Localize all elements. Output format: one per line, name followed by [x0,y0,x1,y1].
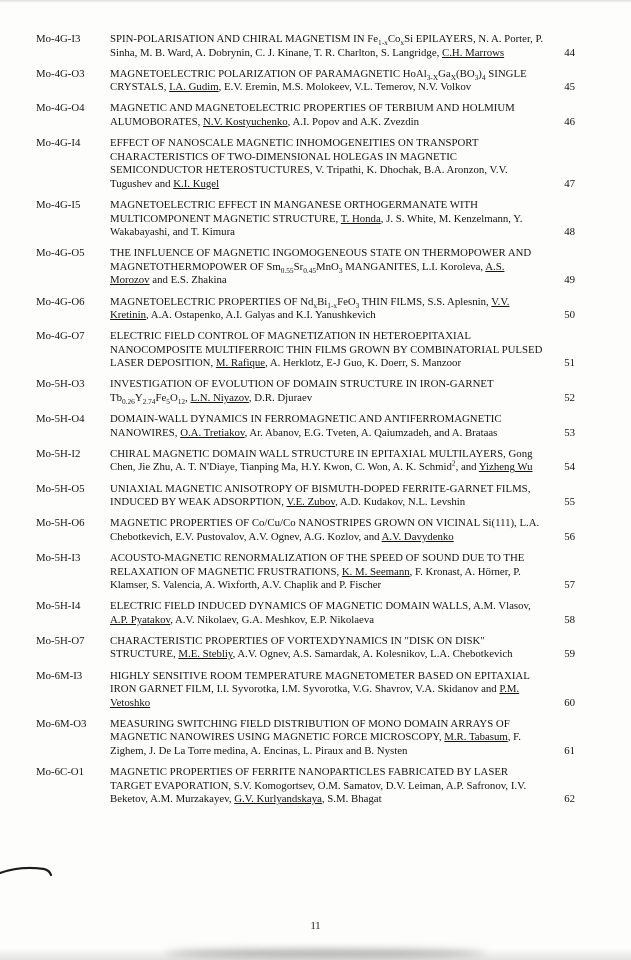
entry-code: Mo-6M-O3 [36,717,87,730]
entry-page-number: 62 [564,793,575,806]
entry-code: Mo-4G-I3 [36,33,81,45]
toc-entry [36,448,575,475]
entry-title: EFFECT OF NANOSCALE MAGNETIC INHOMOGENEITIES ON TRANSPORT CHARACTERISTICS OF TWO-DIMENSIONAL HOLEGAS IN MAGNETIC SEMICONDUCTOR HETEROSTUCTURES, V. Tripathi, K. Dhochak, B.A. Aronzon, V.V. Tugushev and K.I. Kugel [110,137,508,190]
entry-page-number: 60 [564,696,575,709]
entry-title: UNIAXIAL MAGNETIC ANISOTROPY OF BISMUTH-DOPED FERRITE-GARNET FILMS, INDUCED BY WEAK ADSORPTION, V.E. Zubov, A.D. Kudakov, N.L. Levshin [110,482,531,509]
toc-entry [36,413,575,440]
entry-code: Mo-5H-I3 [36,551,81,564]
entry-code: Mo-5H-I2 [36,447,81,460]
entry-code: Mo-4G-O7 [36,330,85,343]
entry-code: Mo-4G-I5 [36,198,81,211]
entry-code: Mo-5H-O5 [36,482,85,495]
toc-entry [36,483,575,510]
entry-code: Mo-4G-O3 [36,67,85,80]
toc-entry [36,137,575,191]
toc-entry [36,247,575,288]
entry-page-number: 51 [564,357,575,370]
entry-page-number: 45 [564,81,575,94]
entry-title: MAGNETIC AND MAGNETOELECTRIC PROPERTIES OF TERBIUM AND HOLMIUM ALUMOBORATES, N.V. Kostyuchenko, A.I. Popov and A.K. Zvezdin [110,102,515,128]
toc-entry [36,600,575,627]
entry-title: INVESTIGATION OF EVOLUTION OF DOMAIN STRUCTURE IN IRON-GARNET $Tb_{0.26}Y_{2.74}Fe_5O_{12}$, L.N. Niyazov, D.R. Djuraev [110,378,494,407]
entry-code: Mo-6C-O1 [36,766,84,779]
entry-title: SPIN-POLARISATION AND CHIRAL MAGNETISM IN $Fe_{1-x}Co_xSi$ EPILAYERS, N. A. Porter, P. Sinha, M. B. Ward, A. Dobrynin, C. J. Kinane, T. R. Charlton, S. Langridge, C.H. Marrows [110,33,544,59]
entry-title: MAGNETOELECTRIC POLARIZATION OF PARAMAGNETIC $HoAl_{3-X}Ga_X(BO_3)_4$ SINGLE CRYSTALS, I.A. Gudim, E.V. Eremin, M.S. Molokeev, V.L. Temerov, N.V. Volkov [110,67,527,94]
entry-code: Mo-5H-O4 [36,413,85,426]
entry-code: Mo-4G-O4 [36,102,85,115]
toc-entry [36,718,575,759]
entry-page-number: 54 [564,461,575,474]
toc-entry [36,670,575,711]
page-number: 11 [310,921,321,932]
entry-code: Mo-5H-O6 [36,517,85,530]
entry-page-number: 50 [564,309,575,322]
toc-entry [36,296,575,323]
entry-title: ELECTRIC FIELD CONTROL OF MAGNETIZATION IN HETEROEPITAXIAL NANOCOMPOSITE MULTIFERROIC THIN FILMS GROWN BY COMBINATORIAL PULSED LASER DEPOSITION, M. Rafique, A. Herklotz, E-J Guo, K. Doerr, S. Manzoor [110,330,543,370]
entry-title: CHIRAL MAGNETIC DOMAIN WALL STRUCTURE IN EPITAXIAL MULTILAYERS, Gong Chen, Jie Zhu, A. T. N'Diaye, Tianping Ma, H.Y. Kwon, C. Won, A. K. Schmid$^2$, and Yizheng Wu [110,447,533,474]
entry-code: Mo-4G-O6 [36,295,85,308]
entry-page-number: 49 [564,274,575,287]
entry-code: Mo-5H-O3 [36,378,85,391]
entry-code: Mo-5H-I4 [36,600,81,613]
scan-edge-top [0,0,631,3]
entry-code: Mo-5H-O7 [36,634,85,647]
entry-title: DOMAIN-WALL DYNAMICS IN FERROMAGNETIC AND ANTIFERROMAGNETIC NANOWIRES, O.A. Tretiakov, Ar. Abanov, E.G. Tveten, A. Qaiumzadeh, and A. Brataas [110,413,502,439]
entry-title: ACOUSTO-MAGNETIC RENORMALIZATION OF THE SPEED OF SOUND DUE TO THE RELAXATION OF MAGNETIC FRUSTRATIONS, K. M. Seemann, F. Kronast, A. Hörner, P. Klamser, S. Valencia, A. Wixforth, A.V. Chaplik and P. Fischer [110,551,525,592]
toc-entry [36,635,575,662]
entry-code: Mo-4G-I4 [36,137,81,150]
entry-page-number: 57 [564,579,575,592]
entry-title: MAGNETIC PROPERTIES OF Co/Cu/Co NANOSTRIPES GROWN ON VICINAL Si(111), L.A. Chebotkevich, E.V. Pustovalov, A.V. Ognev, A.G. Kozlov, and A.V. Davydenko [110,517,540,543]
entry-page-number: 53 [564,426,575,439]
toc-entry [36,552,575,593]
entry-title: THE INFLUENCE OF MAGNETIC INGOMOGENEOUS STATE ON THERMOPOWER AND MAGNETOTHERMOPOWER OF $Sm_{0.55}Sr_{0.45}MnO_3$ MANGANITES, L.I. Koroleva, A.S. Morozov and E.S. Zhakina [110,247,532,287]
scan-artifact-line [0,863,60,879]
toc-entry [36,68,575,95]
entry-page-number: 61 [564,745,575,758]
toc-entry [36,199,575,240]
entry-title: MAGNETIC PROPERTIES OF FERRITE NANOPARTICLES FABRICATED BY LASER TARGET EVAPORATION, S.V. Komogortsev, O.M. Samatov, D.V. Leiman, A.P. Safronov, I.V. Beketov, A.M. Murzakayev, G.V. Kurlyandskaya, S.M. Bhagat [110,766,527,806]
toc-entry [36,378,575,405]
toc-list [36,33,575,814]
entry-page-number: 44 [564,46,575,59]
entry-title: MEASURING SWITCHING FIELD DISTRIBUTION OF MONO DOMAIN ARRAYS OF MAGNETIC NANOWIRES USING MAGNETIC FORCE MICROSCOPY, M.R. Tabasum, F. Zighem, J. De La Torre medina, A. Encinas, L. Piraux and B. Nysten [110,717,522,758]
entry-page-number: 55 [564,496,575,509]
entry-title: CHARACTERISTIC PROPERTIES OF VORTEXDYNAMICS IN "DISK ON DISK" STRUCTURE, M.E. Stebliy, A.V. Ognev, A.S. Samardak, A. Kolesnikov, L.A. Chebotkevich [110,634,513,661]
entry-title: MAGNETOELECTRIC PROPERTIES OF $Nd_xBi_{1-x}FeO_3$ THIN FILMS, S.S. Aplesnin, V.V. Kretinin, A.A. Ostapenko, A.I. Galyas and K.I. Yanushkevich [110,295,510,322]
entry-page-number: 56 [564,530,575,543]
entry-title: MAGNETOELECTRIC EFFECT IN MANGANESE ORTHOGERMANATE WITH MULTICOMPONENT MAGNETIC STRUCTURE, T. Honda, J. S. White, M. Kenzelmann, Y. Wakabayashi, and T. Kimura [110,198,523,239]
entry-title: ELECTRIC FIELD INDUCED DYNAMICS OF MAGNETIC DOMAIN WALLS, A.M. Vlasov, A.P. Pyatakov, A.V. Nikolaev, G.A. Meshkov, E.P. Nikolaeva [110,600,531,626]
entry-page-number: 59 [564,648,575,661]
entry-code: Mo-4G-O5 [36,247,85,260]
entry-title: HIGHLY SENSITIVE ROOM TEMPERATURE MAGNETOMETER BASED ON EPITAXIAL IRON GARNET FILM, I.I. Syvorotka, I.M. Syvorotka, V.G. Shavrov, V.A. Skidanov and P.M. Vetoshko [110,669,530,709]
entry-page-number: 58 [564,613,575,626]
toc-entry [36,330,575,371]
entry-page-number: 46 [564,115,575,128]
entry-page-number: 48 [564,226,575,239]
entry-page-number: 47 [564,177,575,190]
toc-entry [36,766,575,807]
toc-entry [36,102,575,129]
entry-code: Mo-6M-I3 [36,669,83,682]
entry-page-number: 52 [564,392,575,405]
scan-edge-bottom [0,948,631,960]
toc-entry [36,517,575,544]
toc-entry [36,33,575,60]
